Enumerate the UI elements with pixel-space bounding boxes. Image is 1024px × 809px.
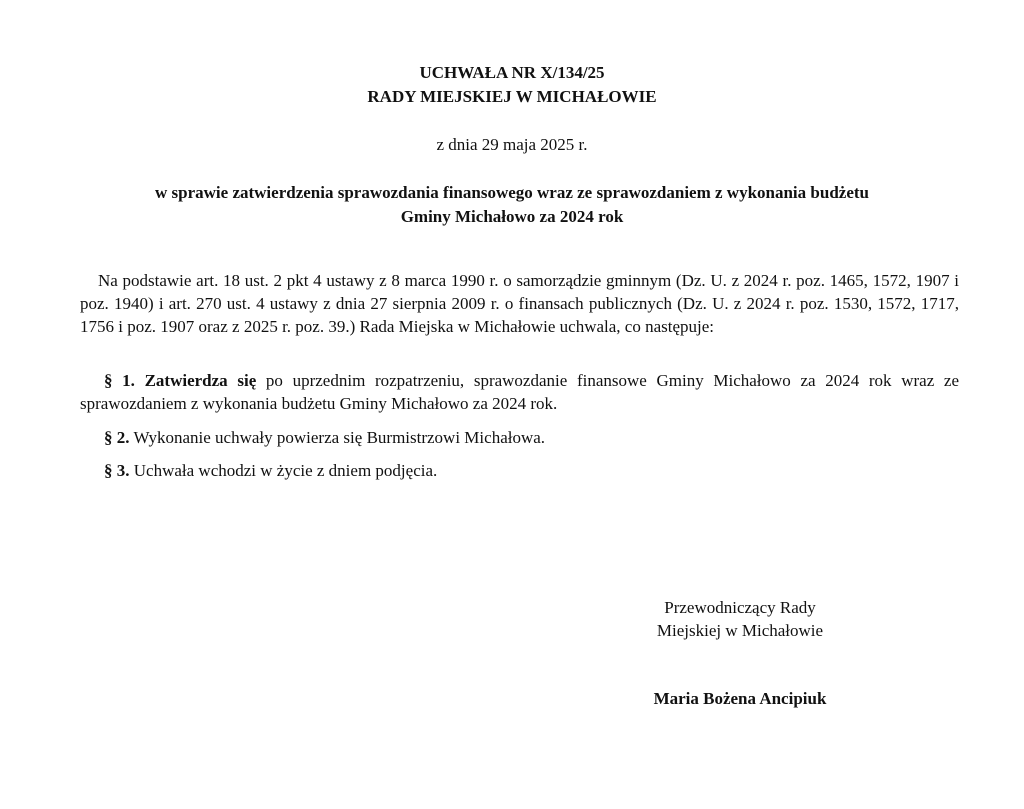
- paragraph-1-number: § 1.: [104, 371, 135, 390]
- paragraph-1-text: po uprzednim rozpatrzeniu, sprawozdanie finansowe Gminy Michałowo za 2024 rok wraz ze sprawozdaniem z wykonania budżetu Gminy Michałowo za 2024 rok.: [80, 371, 960, 413]
- paragraph-3: [80, 459, 959, 482]
- paragraph-1-bold-lead: Zatwierdza się: [144, 371, 257, 390]
- preamble-text: Na podstawie art. 18 ust. 2 pkt 4 ustawy z 8 marca 1990 r. o samorządzie gminnym (Dz. U. z 2024 r. poz. 1465, 1572, 1907 i poz. 1940) i art. 270 ust. 4 ustawy z dnia 27 sierpnia 2009 r. o finansach publicznych (Dz. U. z 2024 r. poz. 1530, 1572, 1717, 1756 i poz. 1907 oraz z 2025 r. poz. 39.) Rada Miejska w Michałowie uchwala, co następuje:: [80, 271, 959, 336]
- signature-name: Maria Bożena Ancipiuk: [653, 689, 827, 708]
- document-subject-line2: Gminy Michałowo za 2024 rok: [400, 207, 624, 226]
- document-subject-line1: w sprawie zatwierdzenia sprawozdania finansowego wraz ze sprawozdaniem z wykonania budżetu: [155, 183, 869, 202]
- paragraph-2: [80, 426, 959, 449]
- paragraph-2-number: § 2.: [104, 428, 130, 447]
- paragraph-3-number: § 3.: [104, 461, 130, 480]
- paragraph-3-text: Uchwała wchodzi w życie z dniem podjęcia.: [133, 461, 438, 480]
- document-title-line2: RADY MIEJSKIEJ W MICHAŁOWIE: [367, 87, 657, 106]
- paragraph-2-text: Wykonanie uchwały powierza się Burmistrzowi Michałowa.: [133, 428, 546, 447]
- signature-role-line2: Miejskiej w Michałowie: [656, 621, 824, 640]
- document-title-line1: UCHWAŁA NR X/134/25: [419, 63, 605, 82]
- signature-role-line1: Przewodniczący Rady: [664, 598, 816, 617]
- document-date: z dnia 29 maja 2025 r.: [436, 135, 588, 154]
- paragraph-1: [80, 369, 959, 415]
- preamble: [80, 269, 959, 338]
